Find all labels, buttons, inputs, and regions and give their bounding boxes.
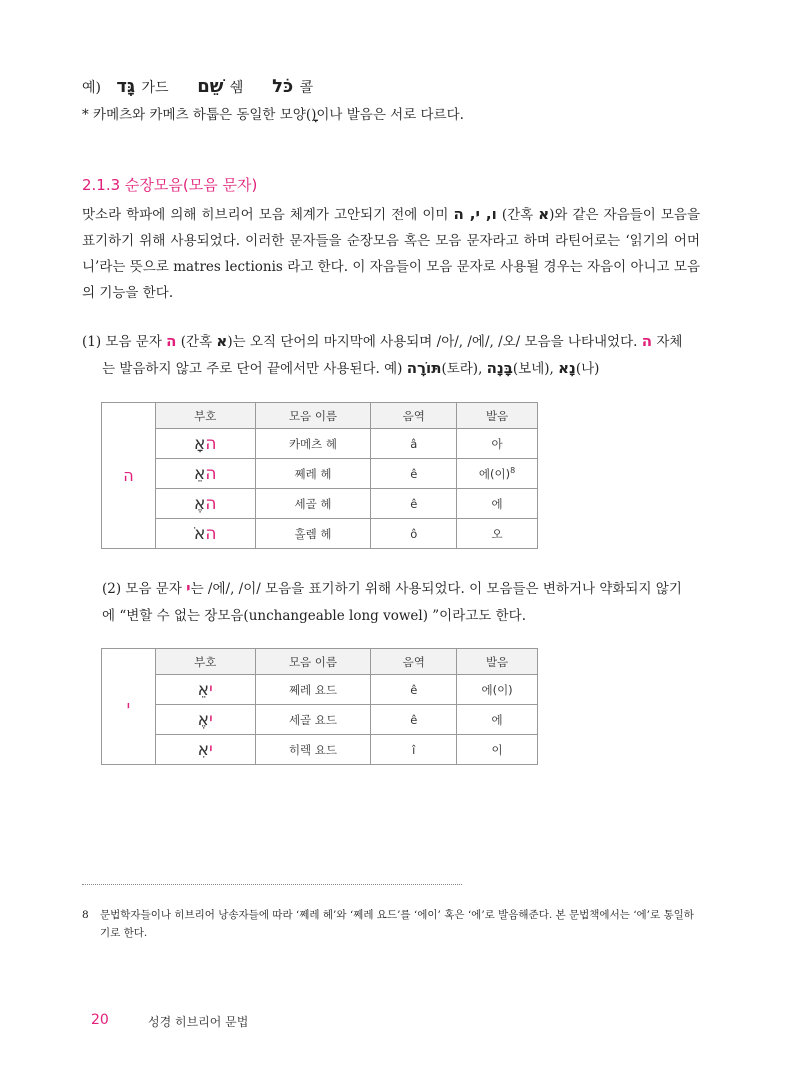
table1-name: 쩨레 헤 [255,459,371,489]
item1-hey-2: ה [641,332,653,350]
table1-name: 카메츠 헤 [255,429,371,459]
table1-translit: ê [371,489,457,519]
item1-text-c: )는 오직 단어의 마지막에 사용되며 /아/, /에/, /오/ 모음을 나타내었다. [227,334,642,350]
paragraph-text-3: )와 같은 자음들이 모음을 표기하기 위해 사용되었다. 이러한 문자들을 순장모음 혹은 모음 문자라고 하며 라틴어로는 ‘읽기의 어머니’라는 뜻으로 matres lectionis 라고 한다. 이 자음들이 모음 문자로 사용될 경우는 자음이 아니고 모음의 기능을 한다. [82,207,700,301]
table1-name: 홀렘 헤 [255,519,371,549]
table1-sign: האֵ [155,459,255,489]
table2-pron: 에 [457,705,538,735]
item1-line1 [82,330,682,350]
table1-header-translit: 음역 [371,403,457,429]
section-title: 2.1.3 순장모음(모음 문자) [82,176,258,194]
item2-line1 [102,577,682,597]
footnote-text: 문법학자들이나 히브리어 낭송자들에 따라 ‘쩨레 헤’와 ‘쩨레 요드’를 ‘에이’ 혹은 ‘에’로 발음해준다. 본 문법책에서는 ‘에’로 통일하기로 한다. [100,909,694,939]
example-line [82,76,313,97]
table-row [102,459,538,489]
note-before: * 카메츠와 카메츠 하툽은 동일한 모양( [82,107,312,123]
table2-header-translit: 음역 [371,649,457,675]
item2-text-b: 는 /에/, /이/ 모음을 표기하기 위해 사용되었다. 이 모음들은 변하거나 약화되지 않기 [190,581,682,597]
intro-paragraph [82,201,700,306]
table2-name: 히렉 요드 [255,735,371,765]
table2-pron: 에(이) [457,675,538,705]
paragraph-text-2: (간혹 [496,207,539,223]
item1-example-boneh: בָּנָה [486,359,513,377]
table2-sign: יאֶ [155,705,255,735]
table1-pron: 에(이)$^8$ [457,459,538,489]
note-after: )이나 발음은 서로 다르다. [311,107,464,123]
example-hebrew-1: גָּד [116,76,135,97]
running-footer-title: 성경 히브리어 문법 [148,1015,249,1029]
page-number: 20 [91,1012,109,1028]
qamets-note [82,103,464,123]
table2-name: 쩨레 요드 [255,675,371,705]
item2-yod: י [186,579,191,597]
item1-example-boneh-ko: (보네), [512,361,559,377]
footnote-ref: 8 [510,465,516,475]
table1-pron: 에 [457,489,538,519]
footnote-number: 8 [82,909,89,921]
table1-sign: האָ [155,429,255,459]
table1-pron: 오 [457,519,538,549]
item1-hey: ה [166,332,177,350]
paragraph-hebrew-letters: ו, י, ה [453,205,497,223]
item1-example-torah-ko: (토라), [441,361,487,377]
item1-example-na-ko: (나) [575,361,600,377]
yod-vowel-table [101,648,538,765]
item1-example-torah: תּוֹרָה [406,359,442,377]
item1-text-b: (간혹 [176,334,217,350]
footnote [82,906,700,942]
table2-translit: î [371,735,457,765]
table1-pron: 아 [457,429,538,459]
paragraph-text-1: 맛소라 학파에 의해 히브리어 모음 체계가 고안되기 전에 이미 [82,207,454,223]
item1-alef: א [216,332,228,350]
table2-header-sign: 부호 [155,649,255,675]
table2-pron: 이 [457,735,538,765]
item2-text-a: (2) 모음 문자 [102,581,187,597]
item1-example-na: נָא [558,359,576,377]
table-row [102,489,538,519]
paragraph-hebrew-alef: א [538,205,550,223]
item2-line2: 에 “변할 수 없는 장모음(unchangeable long vowel) ”이라고도 한다. [102,608,526,624]
table1-sign: האֹ [155,519,255,549]
table2-header-name: 모음 이름 [255,649,371,675]
example-hebrew-2: שֵׁם [197,76,224,97]
example-korean-2: 쉠 [229,80,244,96]
table2-translit: ê [371,675,457,705]
table2-sign: יאֵ [155,675,255,705]
table-row [102,705,538,735]
table1-header-pron: 발음 [457,403,538,429]
table-row [102,429,538,459]
table1-header-sign: 부호 [155,403,255,429]
item1-text-a: (1) 모음 문자 [82,334,167,350]
table2-translit: ê [371,705,457,735]
table1-translit: ê [371,459,457,489]
item1-text-d: 자체 [652,334,683,350]
table-row [102,735,538,765]
table2-header-pron: 발음 [457,649,538,675]
hey-vowel-table [101,402,538,549]
item1-line2 [102,357,599,377]
table-row [102,519,538,549]
table2-group-letter: י [102,649,156,765]
table1-translit: ô [371,519,457,549]
table2-name: 세골 요드 [255,705,371,735]
example-korean-3: 콜 [299,80,314,96]
table1-translit: â [371,429,457,459]
item1-text-e: 는 발음하지 않고 주로 단어 끝에서만 사용된다. 예) [102,361,407,377]
example-korean-1: 가드 [141,80,169,96]
table-row [102,675,538,705]
table2-sign: יאִ [155,735,255,765]
table1-header-name: 모음 이름 [255,403,371,429]
table1-group-letter: ה [102,403,156,549]
footnote-divider [82,884,462,885]
table1-sign: האֶ [155,489,255,519]
example-hebrew-3: כֹּל [272,76,294,97]
example-prefix: 예) [82,80,101,96]
table1-name: 세골 헤 [255,489,371,519]
